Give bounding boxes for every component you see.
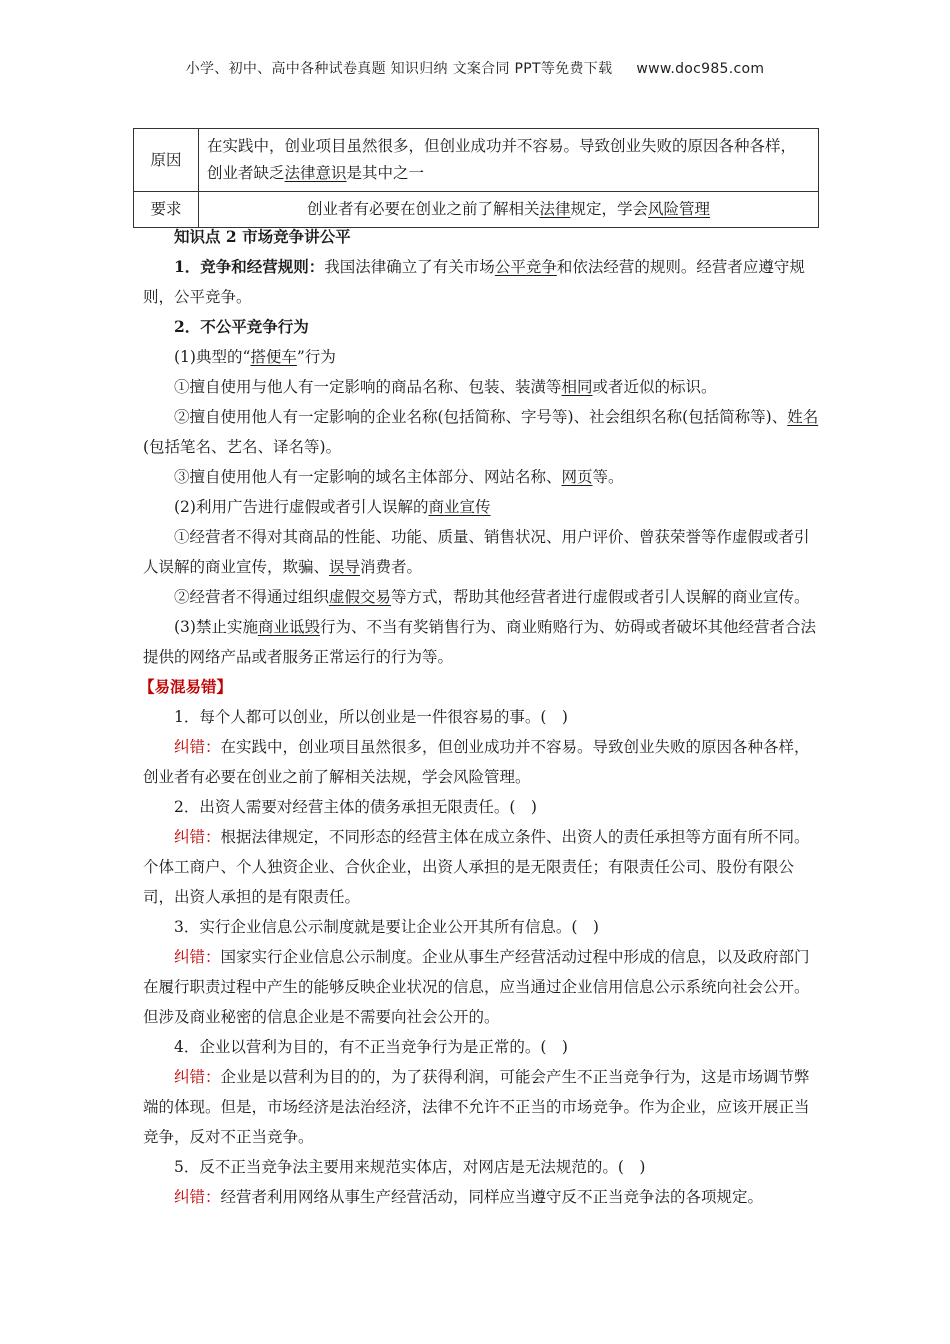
correction-item: 纠错：在实践中，创业项目虽然很多，但创业成功并不容易。导致创业失败的原因各种各样，创业者有必要在创业之前了解相关法规，学会风险管理。 (143, 738, 810, 786)
underlined-term: 法律 (539, 200, 571, 218)
paragraph: ①擅自使用与他人有一定影响的商品名称、包装、装潢等相同或者近似的标识。 (174, 378, 717, 396)
paragraph: 1．竞争和经营规则：我国法律确立了有关市场公平竞争和依法经营的规则。经营者应遵守规则，公平竞争。 (143, 257, 805, 306)
paragraph: ①经营者不得对其商品的性能、功能、质量、销售状况、用户评价、曾获荣誉等作虚假或者引人误解的商业宣传，欺骗、误导消费者。 (143, 528, 810, 576)
question-item: 3．实行企业信息公示制度就是要让企业公开其所有信息。( ) (174, 918, 599, 936)
main-content (139, 222, 823, 1212)
correction-label: 纠错： (174, 1068, 221, 1086)
correction-item: 纠错：国家实行企业信息公示制度。企业从事生产经营活动过程中形成的信息，以及政府部门在履行职责过程中产生的能够反映企业状况的信息，应当通过企业信用信息公示系统向社会公开。但涉及商业秘密的信息企业是不需要向社会公开的。 (143, 948, 810, 1026)
table-cell-requirement: 创业者有必要在创业之前了解相关法律规定，学会风险管理 (199, 192, 819, 228)
page-header (0, 58, 950, 78)
header-site[interactable]: www.doc985.com (636, 61, 765, 77)
question-item: 1．每个人都可以创业，所以创业是一件很容易的事。( ) (174, 708, 568, 726)
header-text: 小学、初中、高中各种试卷真题 知识归纳 文案合同 PPT等免费下载 (185, 61, 613, 77)
question-item: 4．企业以营利为目的，有不正当竞争行为是正常的。( ) (174, 1038, 568, 1056)
underlined-term: 法律意识 (284, 164, 347, 182)
confusion-heading: 【易混易错】 (139, 677, 233, 696)
correction-item: 纠错：经营者利用网络从事生产经营活动，同样应当遵守反不正当竞争法的各项规定。 (174, 1188, 764, 1206)
table-row (134, 129, 819, 192)
paragraph: ②擅自使用他人有一定影响的企业名称(包括简称、字号等)、社会组织名称(包括简称等)、姓名(包括笔名、艺名、译名等)。 (143, 408, 819, 456)
question-item: 2．出资人需要对经营主体的债务承担无限责任。( ) (174, 798, 537, 816)
paragraph: ②经营者不得通过组织虚假交易等方式，帮助其他经营者进行虚假或者引人误解的商业宣传。 (174, 588, 810, 606)
section-title: 知识点 2 市场竞争讲公平 (174, 227, 351, 246)
paragraph: ③擅自使用他人有一定影响的域名主体部分、网站名称、网页等。 (174, 468, 624, 486)
underlined-term: 风险管理 (648, 200, 711, 218)
paragraph: (2)利用广告进行虚假或者引人误解的商业宣传 (174, 498, 491, 516)
question-item: 5．反不正当竞争法主要用来规范实体店，对网店是无法规范的。( ) (174, 1158, 646, 1176)
correction-label: 纠错： (174, 738, 221, 756)
paragraph: 2．不公平竞争行为 (174, 317, 309, 336)
table-label-requirement: 要求 (134, 192, 199, 228)
correction-item: 纠错：根据法律规定，不同形态的经营主体在成立条件、出资人的责任承担等方面有所不同。个体工商户、个人独资企业、合伙企业，出资人承担的是无限责任；有限责任公司、股份有限公司，出资人承担的是有限责任。 (143, 828, 810, 906)
correction-label: 纠错： (174, 948, 221, 966)
table-label-reason: 原因 (134, 129, 199, 192)
info-table (133, 128, 819, 228)
table-cell-reason: 在实践中，创业项目虽然很多，但创业成功并不容易。导致创业失败的原因各种各样，创业者缺乏法律意识是其中之一 (199, 129, 819, 192)
paragraph: (1)典型的“搭便车”行为 (174, 348, 336, 366)
correction-label: 纠错： (174, 1188, 221, 1206)
correction-item: 纠错：企业是以营利为目的的，为了获得利润，可能会产生不正当竞争行为，这是市场调节弊端的体现。但是，市场经济是法治经济，法律不允许不正当的市场竞争。作为企业，应该开展正当竞争，反对不正当竞争。 (143, 1068, 810, 1146)
correction-label: 纠错： (174, 828, 221, 846)
paragraph: (3)禁止实施商业诋毁行为、不当有奖销售行为、商业贿赂行为、妨碍或者破坏其他经营者合法提供的网络产品或者服务正常运行的行为等。 (143, 618, 816, 666)
